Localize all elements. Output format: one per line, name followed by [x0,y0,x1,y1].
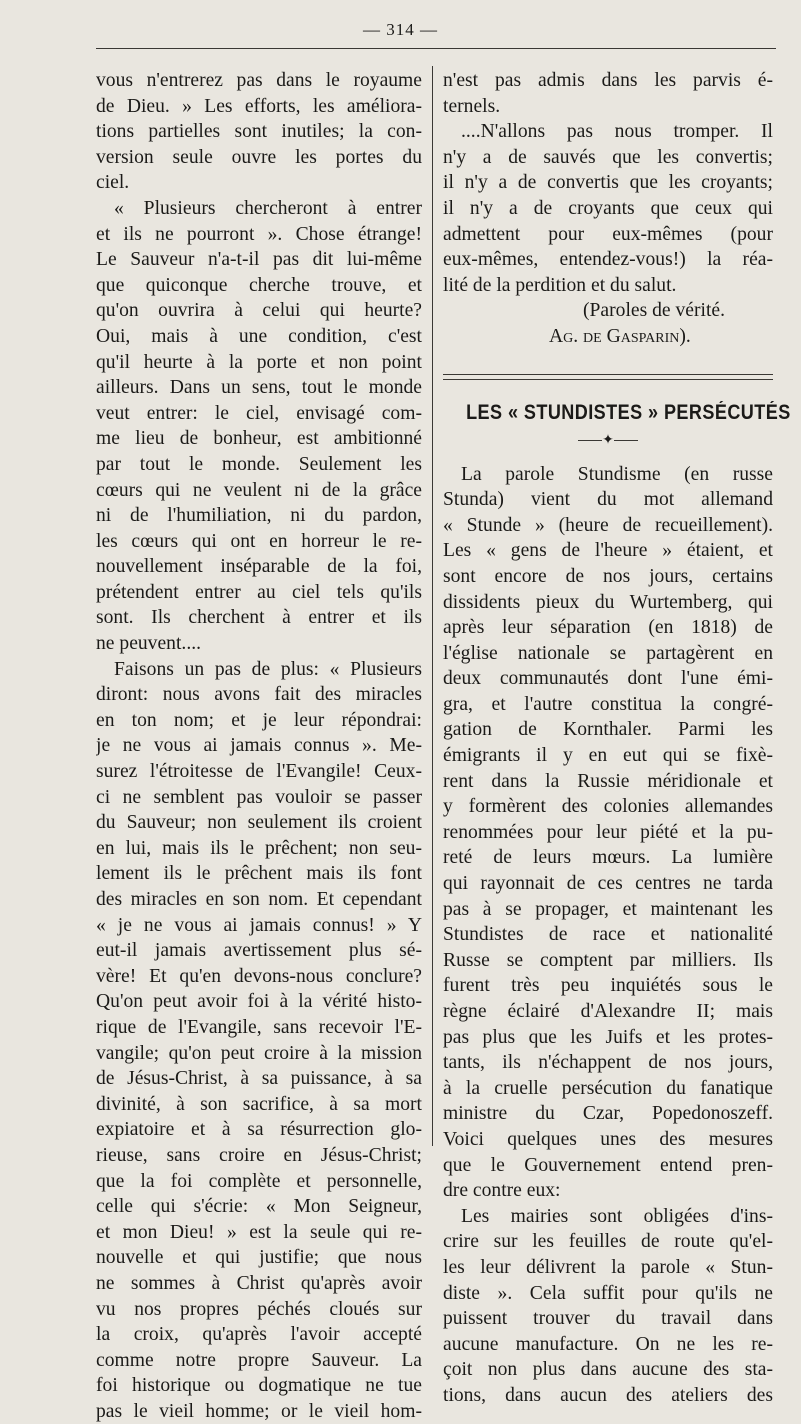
text-line: y formèrent des colonies allemandes [443,796,773,818]
column-divider [432,66,433,1146]
text-line: Faisons un pas de plus: « Plusieurs [114,658,422,680]
text-line: il n'y a de croyants que ceux qui [443,197,773,219]
section-title: LES « STUNDISTES » PERSÉCUTÉS [466,400,791,424]
text-line: eut-il jamais avertissement plus sé- [96,940,422,962]
text-line: version seule ouvre les portes du [96,146,422,168]
text-line: de Jésus-Christ, à sa puissance, à sa [96,1068,422,1090]
text-line: vère! Et qu'en devons-nous conclure? [96,965,422,987]
text-line: n'est pas admis dans les parvis é- [443,70,773,91]
text-line: expiatoire et à sa résurrection glo- [96,1119,422,1141]
text-line: Stunda) vient du mot allemand [443,489,773,511]
text-line: qui rayonnait de ces centres ne tarda [443,873,773,895]
text-line: ne sommes à Christ qu'après avoir [96,1272,422,1294]
text-line: aucune manufacture. On ne les re- [443,1333,773,1355]
text-line: rent dans la Russie méridionale et [443,770,773,792]
text-line: en lui, mais ils le prêchent; non seu- [96,837,422,859]
text-line: crire sur les feuilles de route qu'el- [443,1231,773,1253]
text-line: que le Gouvernement entend pren- [443,1154,773,1176]
text-line: ne peuvent.... [96,633,202,655]
text-line: ....N'allons pas nous tromper. Il [461,121,773,143]
text-line: admettent pour eux-mêmes (pour [443,223,773,245]
text-line: cœurs qui ne veulent ni de la grâce [96,479,422,501]
text-line: deux communautés dont l'une émi- [443,668,773,690]
ornament-divider: ✦ [443,430,773,452]
text-line: çoit non plus dans aucune des sta- [443,1359,773,1381]
text-line: comme notre propre Sauveur. La [96,1349,422,1371]
text-line: prétendent entrer au ciel tels qu'ils [96,581,422,603]
section-rule [443,374,773,375]
author-closing: ). [679,325,691,347]
text-line: foi historique ou dogmatique ne tue [96,1375,422,1397]
right-column-top-text [443,68,773,298]
header-rule [96,48,776,49]
text-line: vangile; qu'on peut croire à la mission [96,1042,422,1064]
text-line: du Sauveur; non seulement ils croient [96,812,422,834]
text-line: les leur délivrent la parole « Stun- [443,1256,773,1278]
text-line: sont. Ils cherchent à entrer et ils [96,607,422,629]
text-line: nouvellement inséparable de la foi, [96,556,422,578]
text-line: qu'on ouvrira à celui qui heurte? [96,300,422,322]
text-line: après leur séparation (en 1818) de [443,617,773,639]
text-line: règne éclairé d'Alexandre II; mais [443,1001,773,1022]
text-line: lement ils le prêchent mais ils font [96,863,422,885]
text-line: pas plus que les Juifs et les protes- [443,1026,773,1048]
text-line: tants, ils n'échappent de nos jours, [443,1052,773,1074]
text-line: je ne vous ai jamais connus ». Me- [96,735,422,757]
text-line: que la foi complète et personnelle, [96,1170,422,1192]
attribution-author [443,324,773,350]
text-line: vu nos propres péchés cloués sur [96,1298,422,1320]
text-line: ni de l'humiliation, ni du pardon, [96,505,422,527]
text-line: furent très peu inquiétés sous le [443,975,773,997]
text-line: les cœurs qui ont en horreur le re- [96,530,422,552]
text-line: puissent trouver du travail dans [443,1308,773,1330]
text-line: ailleurs. Dans un sens, tout le monde [96,377,422,399]
text-line: me lieu de bonheur, est ambitionné [96,428,422,450]
text-line: gation de Kornthaler. Parmi les [443,719,773,741]
text-line: Les mairies sont obligées d'ins- [461,1205,773,1227]
text-line: pas le vieil homme; or le vieil hom- [96,1400,422,1422]
text-line: dre contre eux: [443,1180,561,1202]
text-line: rique de l'Evangile, sans recevoir l'E- [96,1016,422,1038]
text-line: Qu'on peut avoir foi à la vérité histo- [96,991,422,1013]
text-line: celle qui s'écrie: « Mon Seigneur, [96,1196,422,1218]
page-number: — 314 — [363,20,438,39]
text-line: Stundistes de race et nationalité [443,924,773,946]
text-line: « je ne vous ai jamais connus! » Y [96,914,422,936]
text-line: n'y a de sauvés que les convertis; [443,146,773,168]
text-line: Russe se comptent par milliers. Ils [443,949,773,971]
text-line: tions partielles sont inutiles; la con- [96,121,422,143]
text-line: veut entrer: le ciel, envisagé com- [96,402,422,424]
text-line: de Dieu. » Les efforts, les améliora- [96,95,422,117]
text-line: des miracles en son nom. Et cependant [96,889,422,910]
text-line: ministre du Czar, Popedonoszeff. [443,1103,773,1125]
text-line: à la cruelle persécution du fanatique [443,1077,773,1099]
text-line: ci ne semblent pas vouloir se passer [96,786,422,808]
text-line: sont encore de nos jours, certains [443,565,773,587]
text-line: Les « gens de l'heure » étaient, et [443,540,773,562]
text-line: que quiconque cherche trouve, et [96,274,422,296]
text-line: lité de la perdition et du salut. [443,274,677,296]
text-line: Voici quelques unes des mesures [443,1128,773,1150]
text-line: par tout le monde. Seulement les [96,453,422,475]
attribution-source: (Paroles de vérité. [583,300,725,322]
text-line: en ton nom; et je leur répondrai: [96,709,422,731]
text-line: « Plusieurs chercheront à entrer [114,197,422,219]
text-line: pas à se propager, et maintenant les [443,898,773,920]
section-rule-double [443,379,773,380]
text-line: renommées pour leur piété et la pu- [443,821,773,843]
text-line: il n'y a de convertis que les croyants; [443,172,773,194]
text-line: qu'il heurte à la porte et non point [96,351,422,373]
text-line: diste ». Cela suffit pour qu'ils ne [443,1282,773,1304]
text-line: surez l'étroitesse de l'Evangile! Ceux- [96,761,422,783]
text-line: La parole Stundisme (en russe [461,463,773,485]
text-line: nouvelle et qui justifie; que nous [96,1247,422,1269]
text-line: la croix, qu'après l'avoir accepté [96,1324,422,1346]
text-line: ciel. [96,172,130,194]
text-line: « Stunde » (heure de recueillement). [443,514,773,536]
text-line: émigrants il y en eut qui se fixè- [443,745,773,767]
text-line: ternels. [443,95,501,117]
left-column [96,68,422,1424]
right-column [443,68,791,1409]
author-name: Gasparin [606,325,680,347]
text-line: Le Sauveur n'a-t-il pas dit lui-même [96,249,422,271]
text-line: dissidents pieux du Wurtemberg, qui [443,591,773,613]
right-column-article-text [443,462,773,1409]
text-line: reté de leurs mœurs. La lumière [443,847,773,869]
text-line: gra, et l'autre constitua la congré- [443,693,773,715]
text-line: Oui, mais à une condition, c'est [96,325,422,347]
text-line: eux-mêmes, entendez-vous!) la réa- [443,249,773,271]
text-line: rieuse, sans croire en Jésus-Christ; [96,1144,422,1166]
text-line: divinité, à son sacrifice, à sa mort [96,1093,422,1115]
text-line: et ils ne pourront ». Chose étrange! [96,223,422,245]
author-prefix: Ag. de [549,325,607,347]
text-line: l'église nationale se partagèrent en [443,642,773,664]
text-line: vous n'entrerez pas dans le royaume [96,70,422,91]
text-line: diront: nous avons fait des miracles [96,684,422,706]
text-line: et mon Dieu! » est la seule qui re- [96,1221,422,1243]
text-line: tions, dans aucun des ateliers des [443,1384,773,1406]
